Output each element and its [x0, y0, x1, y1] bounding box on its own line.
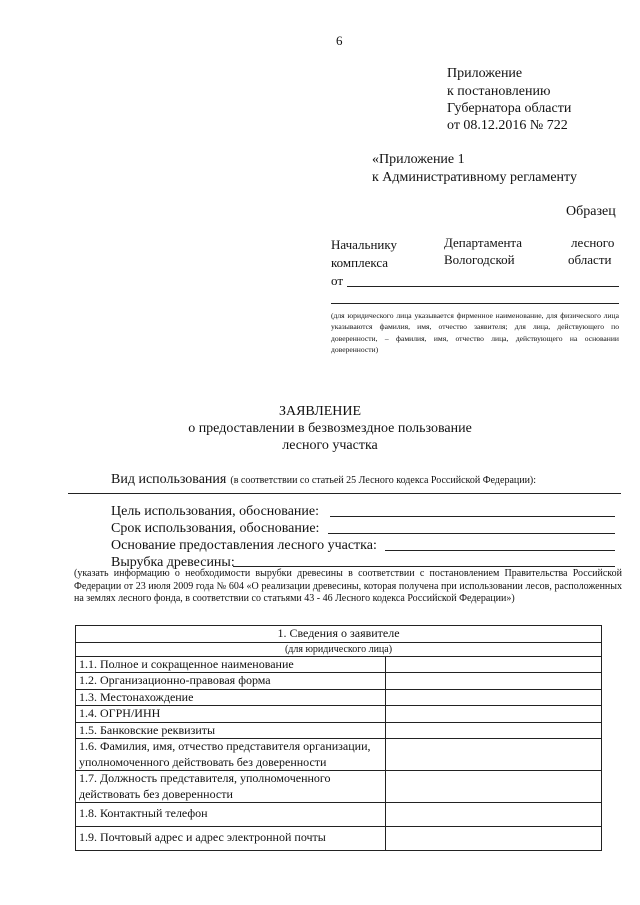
- addressee-word: Департамента: [444, 235, 523, 250]
- document-title-main: ЗАЯВЛЕНИЕ: [278, 404, 362, 419]
- row-label: 1.7. Должность представителя, уполномоченного действовать без доверенности: [76, 771, 386, 803]
- document-title-line: о предоставлении в безвозмездное пользование: [188, 421, 472, 436]
- row-value-cell[interactable]: [386, 656, 602, 673]
- row-value-cell[interactable]: [386, 771, 602, 803]
- row-value-cell[interactable]: [386, 689, 602, 706]
- appendix-header-line: Губернатора области: [447, 101, 572, 116]
- regulation-appendix-line: «Приложение 1: [372, 152, 465, 167]
- term-label: Срок использования, обоснование:: [111, 521, 320, 536]
- document-title-line: лесного участка: [282, 438, 378, 453]
- addressee-word: области: [568, 252, 612, 267]
- logging-note: (указать информацию о необходимости вырубки древесины в соответствии с постановлением Правительства Российской Федерации от 23 июля 2009 года № 604 «О реализации древесины, которая получена при использовании лесов, расположенных на землях лесного фонда, в соответствии со статьями 43 - 46 Лесного кодекса Российской Федерации»): [74, 568, 622, 605]
- applicant-note: (для юридического лица указывается фирменное наименование, для физического лица указываются фамилия, имя, отчество заявителя; для лица, действующего по доверенности, – фамилия, имя, отчество лица, действующего на основании доверенности): [331, 311, 619, 354]
- row-value-cell[interactable]: [386, 803, 602, 827]
- table-row: [76, 706, 602, 723]
- row-value-cell[interactable]: [386, 706, 602, 723]
- table-header-row: [76, 626, 602, 643]
- applicant-table: [75, 625, 602, 851]
- row-label: 1.8. Контактный телефон: [76, 803, 386, 827]
- usage-type-line: [68, 493, 621, 494]
- table-row: [76, 722, 602, 739]
- usage-type-row: [111, 470, 536, 488]
- logging-line[interactable]: [233, 566, 615, 567]
- sample-label: Образец: [566, 204, 616, 219]
- purpose-line[interactable]: [330, 516, 615, 517]
- usage-type-label: Вид использования: [111, 472, 227, 487]
- row-label: 1.1. Полное и сокращенное наименование: [76, 656, 386, 673]
- row-label: 1.5. Банковские реквизиты: [76, 722, 386, 739]
- appendix-header-date: от 08.12.2016 № 722: [447, 118, 568, 133]
- table-subheader-row: [76, 642, 602, 656]
- row-label: 1.2. Организационно-правовая форма: [76, 673, 386, 690]
- table-row: [76, 803, 602, 827]
- table-row: [76, 739, 602, 771]
- addressee-line: [331, 303, 619, 304]
- row-label: 1.3. Местонахождение: [76, 689, 386, 706]
- page-number: 6: [336, 33, 343, 48]
- row-value-cell[interactable]: [386, 739, 602, 771]
- table-row: [76, 689, 602, 706]
- row-value-cell[interactable]: [386, 722, 602, 739]
- regulation-appendix-line: к Административному регламенту: [372, 170, 577, 185]
- row-value-cell[interactable]: [386, 673, 602, 690]
- section-title: 1. Сведения о заявителе: [76, 626, 602, 643]
- table-row: [76, 771, 602, 803]
- addressee-from-label: от: [331, 273, 344, 288]
- row-label: 1.4. ОГРН/ИНН: [76, 706, 386, 723]
- basis-label: Основание предоставления лесного участка:: [111, 538, 377, 553]
- row-label: 1.6. Фамилия, имя, отчество представителя организации, уполномоченного действовать без доверенности: [76, 739, 386, 771]
- row-value-cell[interactable]: [386, 826, 602, 851]
- addressee-word: Вологодской: [444, 252, 515, 267]
- table-row: [76, 656, 602, 673]
- term-line[interactable]: [328, 533, 615, 534]
- purpose-label: Цель использования, обоснование:: [111, 504, 319, 519]
- basis-line[interactable]: [385, 550, 615, 551]
- section-subtitle: (для юридического лица): [76, 642, 602, 656]
- addressee-from-line: [347, 286, 619, 287]
- addressee-word: лесного: [571, 235, 615, 250]
- appendix-header-line: Приложение: [447, 66, 523, 81]
- addressee-word: комплекса: [331, 255, 389, 270]
- table-row: [76, 826, 602, 851]
- logging-label: Вырубка древесины:: [111, 555, 235, 570]
- appendix-header-line: к постановлению: [447, 84, 551, 99]
- table-row: [76, 673, 602, 690]
- addressee-word: Начальнику: [331, 237, 398, 252]
- row-label: 1.9. Почтовый адрес и адрес электронной почты: [76, 826, 386, 851]
- usage-type-note: (в соответствии со статьей 25 Лесного кодекса Российской Федерации):: [230, 475, 537, 486]
